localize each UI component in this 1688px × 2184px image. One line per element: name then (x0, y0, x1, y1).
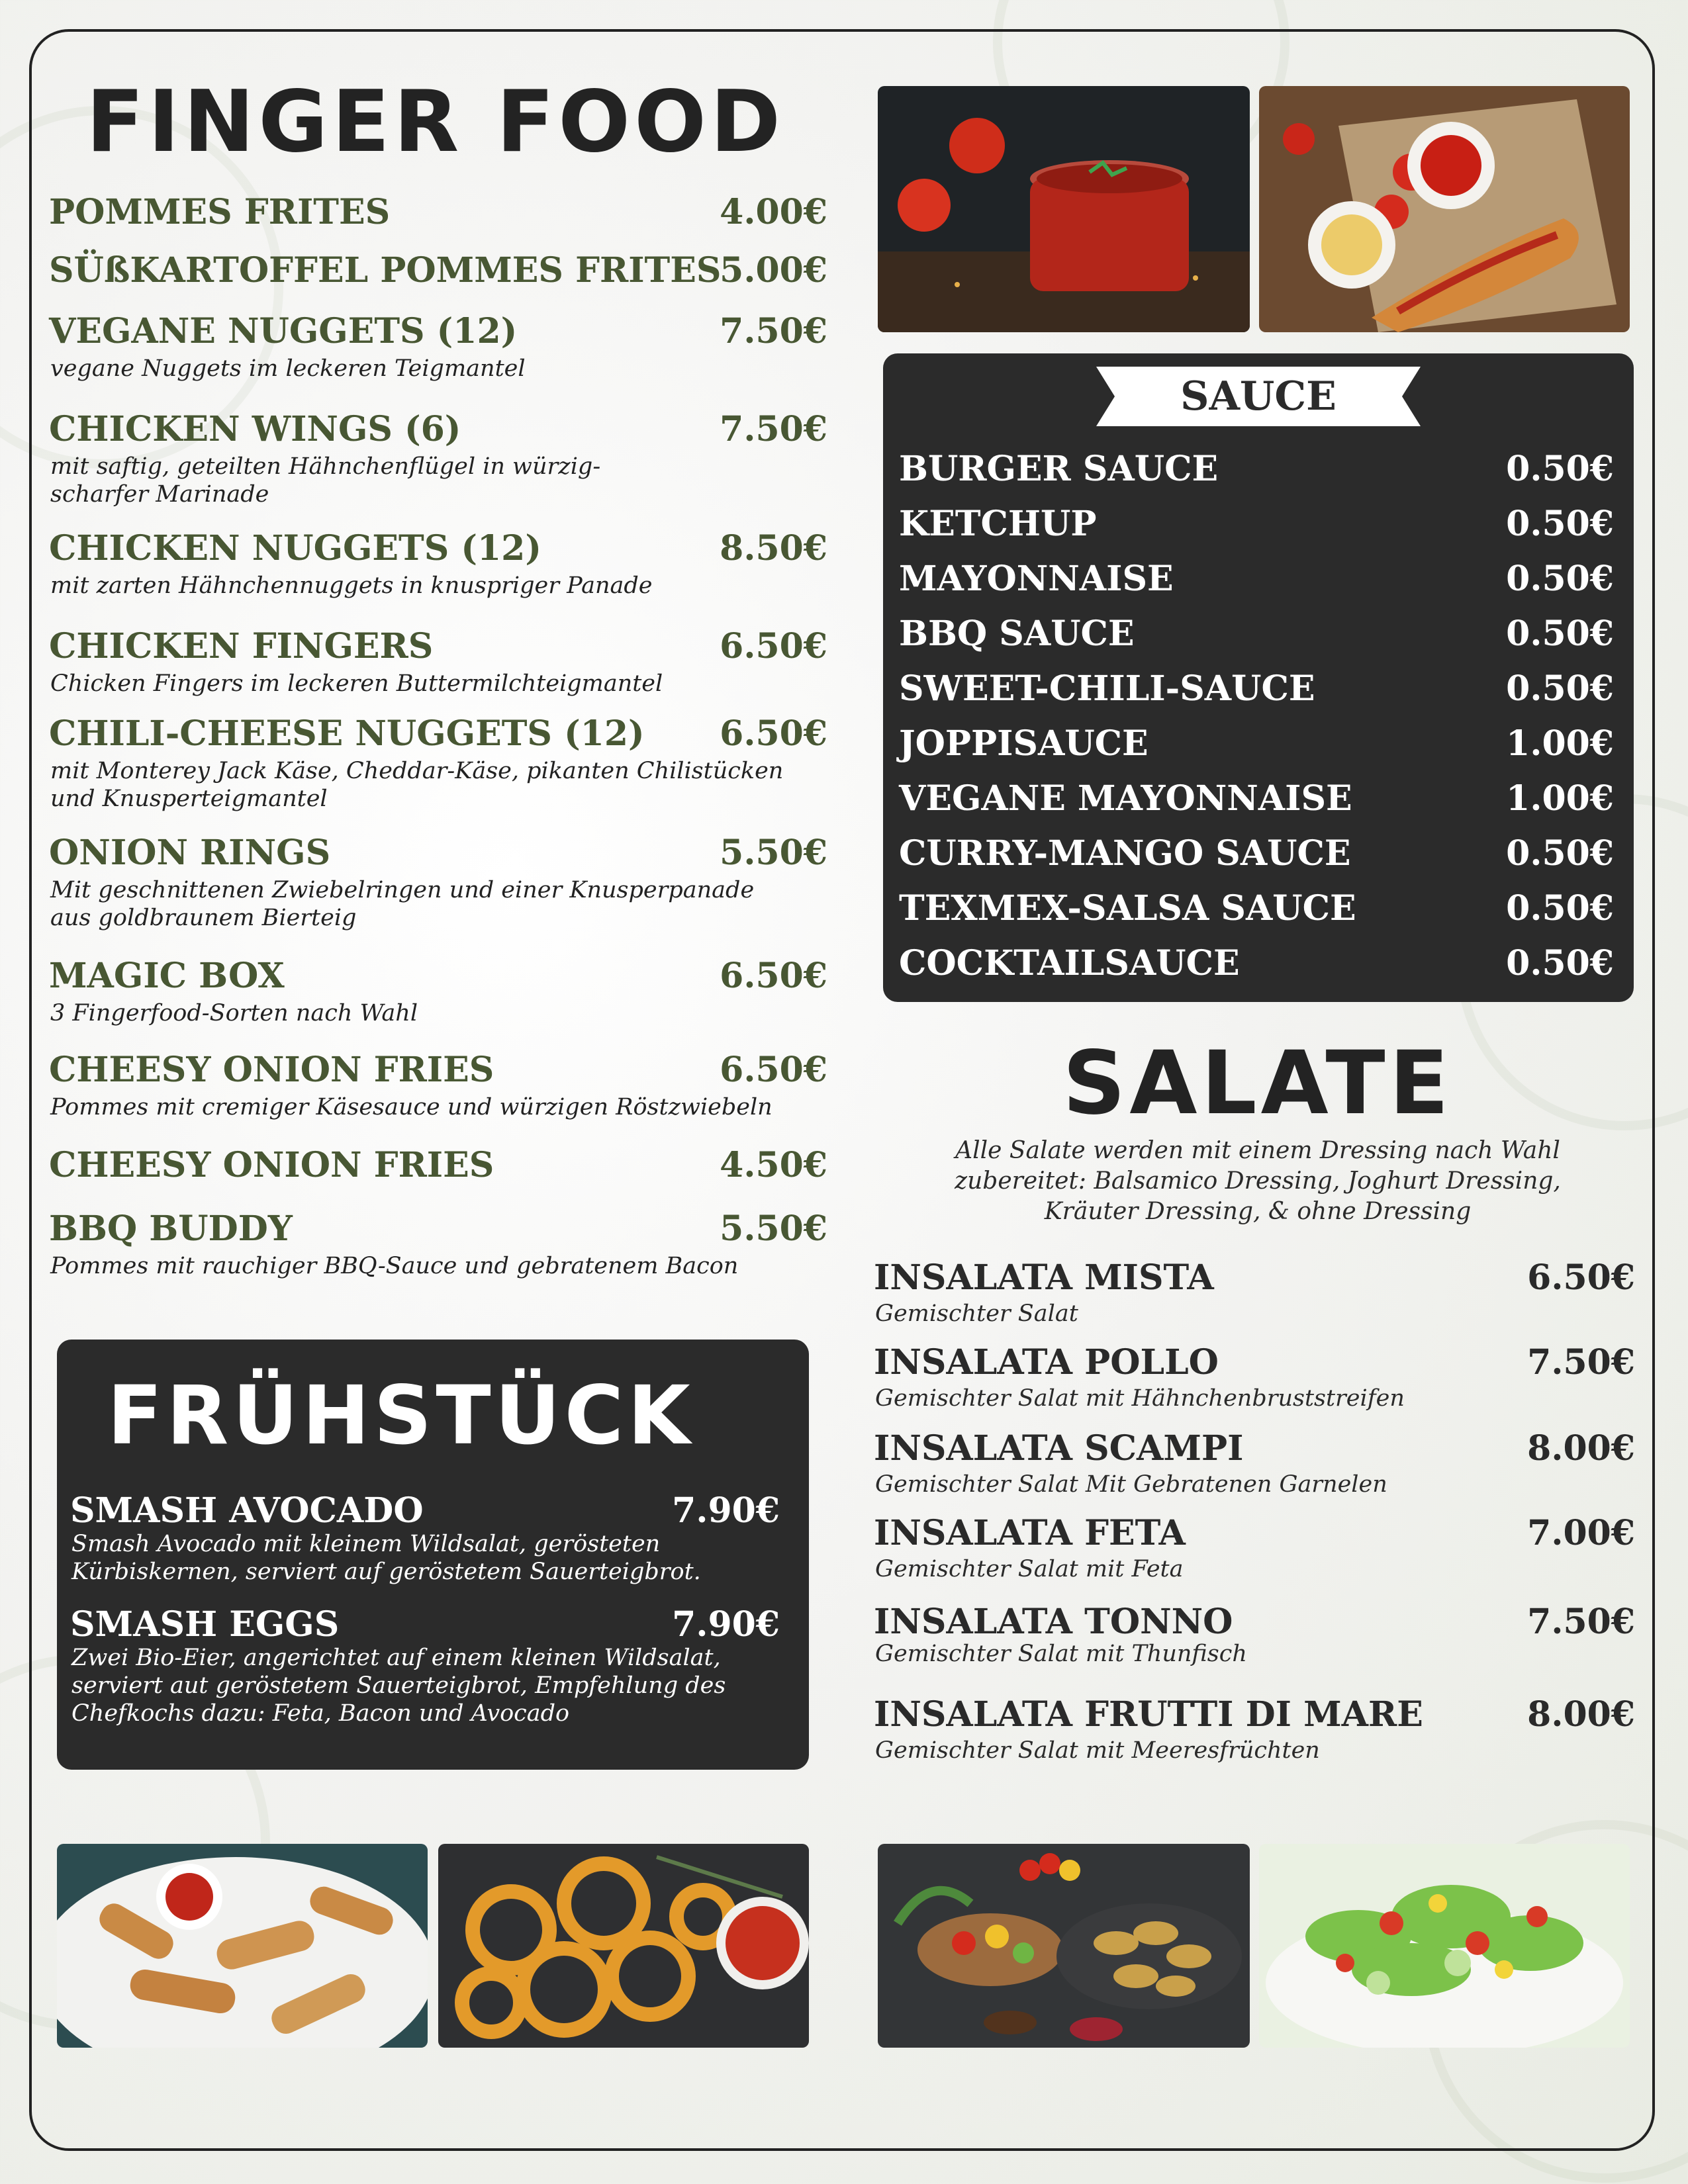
menu-item-onion-rings[interactable] (49, 833, 827, 938)
item-description: Gemischter Salat mit Feta (875, 1556, 1184, 1582)
item-price: 6.50€ (720, 626, 827, 666)
item-name: VEGANE MAYONNAISE (899, 778, 1352, 819)
item-name: CHICKEN WINGS (6) (49, 409, 461, 449)
item-price: 4.00€ (720, 192, 827, 232)
salad-item-tonno[interactable] (874, 1602, 1635, 1681)
item-price: 0.50€ (1506, 943, 1614, 983)
item-description: mit saftig, geteilten Hähnchenflügel in würzig-scharfer Marinade (50, 453, 601, 508)
menu-item-pommes-frites[interactable] (49, 192, 827, 238)
item-name: JOPPISAUCE (899, 723, 1149, 764)
menu-item-chili-cheese-nuggets[interactable] (49, 713, 827, 819)
menu-item-cheesy-onion-fries[interactable] (49, 1050, 827, 1129)
menu-item-chicken-wings[interactable] (49, 409, 827, 515)
salad-item-frutti-di-mare[interactable] (874, 1694, 1635, 1774)
sauce-item-joppisauce[interactable] (899, 723, 1614, 768)
item-price: 7.50€ (720, 409, 827, 449)
item-description: vegane Nuggets im leckeren Teigmantel (50, 355, 526, 382)
item-price: 6.50€ (720, 956, 827, 996)
item-price: 5.00€ (720, 250, 827, 291)
fruehstueck-panel (57, 1340, 809, 1770)
sauce-item-curry-mango[interactable] (899, 833, 1614, 878)
item-price: 0.50€ (1506, 559, 1614, 599)
item-description: Gemischter Salat mit Hähnchenbruststreifen (875, 1385, 1405, 1412)
item-price: 7.50€ (720, 311, 827, 351)
item-price: 0.50€ (1506, 668, 1614, 709)
item-description: Gemischter Salat mit Meeresfrüchten (875, 1737, 1320, 1764)
item-name: SWEET-CHILI-SAUCE (899, 668, 1315, 709)
salad-item-mista[interactable] (874, 1257, 1635, 1337)
item-name: TEXMEX-SALSA SAUCE (899, 888, 1356, 929)
item-name: BURGER SAUCE (899, 449, 1219, 489)
sauce-item-texmex-salsa[interactable] (899, 888, 1614, 933)
item-description: Smash Avocado mit kleinem Wildsalat, gerösteten Kürbiskernen, serviert auf geröstetem Sauerteigbrot. (71, 1531, 701, 1585)
item-name: BBQ SAUCE (899, 614, 1135, 654)
salad-item-pollo[interactable] (874, 1342, 1635, 1422)
item-price: 1.00€ (1506, 723, 1614, 764)
item-description: Mit geschnittenen Zwiebelringen und einer Knusperpanade aus goldbraunem Bierteig (50, 877, 755, 931)
item-description: Pommes mit cremiger Käsesauce und würzigen Röstzwiebeln (50, 1094, 773, 1120)
item-name: VEGANE NUGGETS (12) (49, 311, 518, 351)
item-description: Gemischter Salat (875, 1300, 1078, 1327)
item-price: 8.00€ (1527, 1428, 1635, 1469)
sauce-item-sweet-chili[interactable] (899, 668, 1614, 713)
salate-title: SALATE (1062, 1032, 1453, 1134)
item-price: 6.50€ (720, 713, 827, 754)
sauce-item-ketchup[interactable] (899, 504, 1614, 549)
item-price: 8.50€ (720, 528, 827, 569)
item-price: 6.50€ (1527, 1257, 1635, 1298)
menu-item-bbq-buddy[interactable] (49, 1208, 827, 1288)
menu-item-suesskartoffel[interactable] (49, 250, 827, 296)
sauce-item-burger-sauce[interactable] (899, 449, 1614, 494)
item-price: 0.50€ (1506, 833, 1614, 874)
fruehstueck-title: FRÜHSTÜCK (107, 1369, 694, 1463)
item-price: 7.50€ (1527, 1342, 1635, 1383)
item-name: CHICKEN FINGERS (49, 626, 434, 666)
item-name: COCKTAILSAUCE (899, 943, 1240, 983)
item-price: 6.50€ (720, 1050, 827, 1090)
item-name: CHEESY ONION FRIES (49, 1145, 494, 1185)
finger-food-title: FINGER FOOD (86, 73, 785, 171)
onion-rings-photo (438, 1844, 809, 2048)
sauce-item-cocktailsauce[interactable] (899, 943, 1614, 988)
item-price: 5.50€ (720, 833, 827, 873)
sauce-item-vegane-mayonnaise[interactable] (899, 778, 1614, 823)
menu-item-chicken-nuggets[interactable] (49, 528, 827, 608)
menu-item-vegane-nuggets[interactable] (49, 311, 827, 390)
item-price: 7.90€ (672, 1490, 780, 1531)
sauce-item-mayonnaise[interactable] (899, 559, 1614, 604)
item-name: INSALATA MISTA (874, 1257, 1214, 1298)
item-description: mit zarten Hähnchennuggets in knuspriger Panade (50, 572, 653, 599)
item-name: BBQ BUDDY (49, 1208, 293, 1249)
item-price: 0.50€ (1506, 504, 1614, 544)
sauce-title: SAUCE (1180, 373, 1336, 420)
menu-item-chicken-fingers[interactable] (49, 626, 827, 705)
chicken-fingers-photo (57, 1844, 428, 2048)
salad-item-feta[interactable] (874, 1513, 1635, 1592)
item-name: INSALATA FRUTTI DI MARE (874, 1694, 1423, 1735)
item-name: INSALATA FETA (874, 1513, 1186, 1553)
grilled-vegetables-photo (878, 1844, 1250, 2048)
item-price: 7.50€ (1527, 1602, 1635, 1642)
item-name: INSALATA SCAMPI (874, 1428, 1244, 1469)
item-name: CHICKEN NUGGETS (12) (49, 528, 541, 569)
green-salad-photo (1259, 1844, 1630, 2048)
salate-intro: Alle Salate werden mit einem Dressing nach Wahl zubereitet: Balsamico Dressing, Joghurt Dressing, Kräuter Dressing, & ohne Dressing (955, 1137, 1561, 1225)
item-price: 0.50€ (1506, 449, 1614, 489)
item-description: mit Monterey Jack Käse, Cheddar-Käse, pikanten Chilistücken und Knusperteigmantel (50, 758, 784, 812)
menu-item-smash-eggs[interactable] (70, 1604, 780, 1737)
item-price: 0.50€ (1506, 614, 1614, 654)
item-name: POMMES FRITES (49, 192, 391, 232)
menu-item-magic-box[interactable] (49, 956, 827, 1035)
ketchup-mustard-hotdog-photo (1259, 86, 1630, 332)
item-name: KETCHUP (899, 504, 1097, 544)
item-name: ONION RINGS (49, 833, 331, 873)
item-name: CHEESY ONION FRIES (49, 1050, 494, 1090)
item-description: Gemischter Salat Mit Gebratenen Garnelen (875, 1471, 1387, 1498)
item-description: Gemischter Salat mit Thunfisch (875, 1641, 1247, 1667)
item-name: INSALATA POLLO (874, 1342, 1219, 1383)
sauce-item-bbq-sauce[interactable] (899, 614, 1614, 659)
salad-item-scampi[interactable] (874, 1428, 1635, 1508)
item-name: SÜßKARTOFFEL POMMES FRITES (49, 250, 722, 291)
item-name: SMASH EGGS (70, 1604, 340, 1645)
item-price: 5.50€ (720, 1208, 827, 1249)
item-name: MAGIC BOX (49, 956, 285, 996)
item-price: 7.00€ (1527, 1513, 1635, 1553)
item-price: 0.50€ (1506, 888, 1614, 929)
menu-item-smash-avocado[interactable] (70, 1490, 780, 1590)
item-price: 7.90€ (672, 1604, 780, 1645)
item-description: 3 Fingerfood-Sorten nach Wahl (50, 1000, 418, 1026)
item-name: CHILI-CHEESE NUGGETS (12) (49, 713, 645, 754)
item-name: SMASH AVOCADO (70, 1490, 424, 1531)
item-name: INSALATA TONNO (874, 1602, 1233, 1642)
item-price: 1.00€ (1506, 778, 1614, 819)
item-description: Chicken Fingers im leckeren Buttermilchteigmantel (50, 670, 663, 697)
menu-item-cheesy-onion-fries-2[interactable] (49, 1145, 827, 1191)
tomato-sauce-photo (878, 86, 1250, 332)
item-name: MAYONNAISE (899, 559, 1174, 599)
item-description: Pommes mit rauchiger BBQ-Sauce und gebratenem Bacon (50, 1253, 739, 1279)
item-price: 8.00€ (1527, 1694, 1635, 1735)
item-price: 4.50€ (720, 1145, 827, 1185)
item-name: CURRY-MANGO SAUCE (899, 833, 1351, 874)
item-description: Zwei Bio-Eier, angerichtet auf einem kleinen Wildsalat, serviert aut geröstetem Sauerteigbrot, Empfehlung des Chefkochs dazu: Feta, Bacon und Avocado (71, 1645, 726, 1727)
